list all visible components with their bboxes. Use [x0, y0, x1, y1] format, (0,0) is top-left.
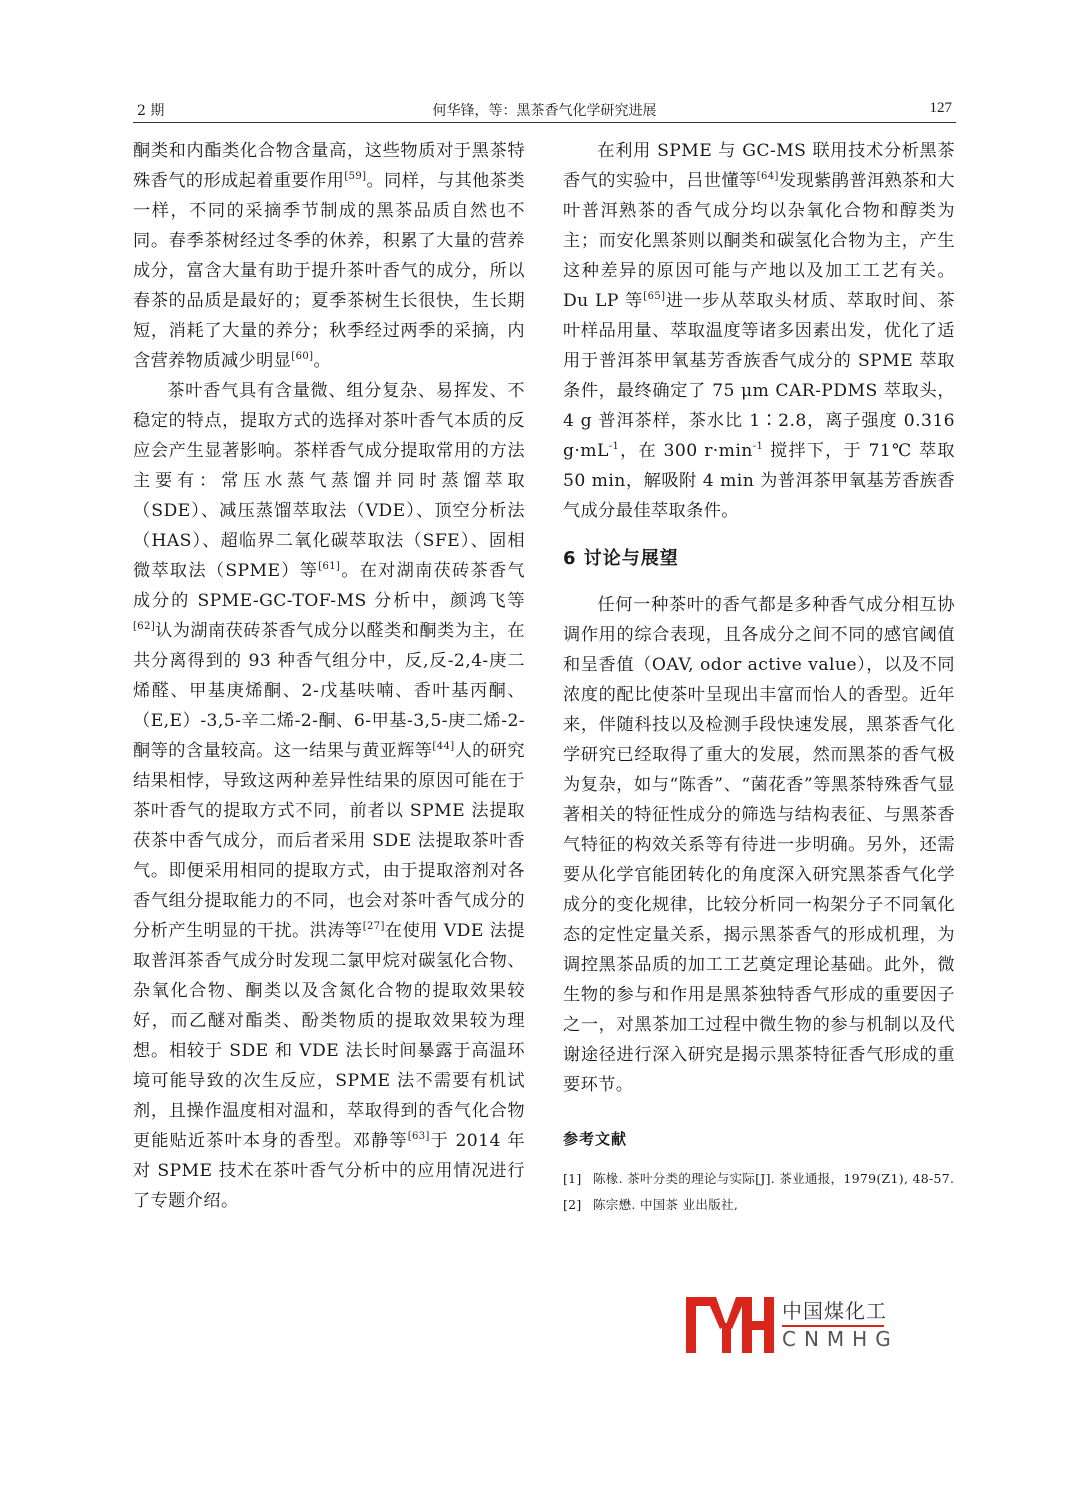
paragraph: 酮类和内酯类化合物含量高，这些物质对于黑茶特殊香气的形成起着重要作用[59]。同样，与其他茶类一样，不同的采摘季节制成的黑茶品质自然也不同。春季茶树经过冬季的休养，积累了大量的营养成分，富含大量有助于提升茶叶香气的成分，所以春茶的品质是最好的；夏季茶树生长很快，生长期短，消耗了大量的养分；秋季经过两季的采摘，内含营养物质减少明显[60]。 [133, 141, 525, 371]
section-heading: 6 讨论与展望 [563, 548, 679, 569]
running-header [133, 96, 956, 123]
logo-text-en: CNMHG [782, 1327, 899, 1351]
logo-text-cn: 中国煤化工 [782, 1299, 887, 1323]
watermark-logo [686, 1295, 899, 1355]
citation: [60] [291, 351, 314, 362]
citation: [44] [432, 741, 455, 752]
issue-label: 2 期 [137, 103, 165, 119]
citation: [61] [318, 561, 341, 572]
paragraph: 茶叶香气具有含量微、组分复杂、易挥发、不稳定的特点，提取方式的选择对茶叶香气本质的反应会产生显著影响。茶样香气成分提取常用的方法主要有：常压水蒸气蒸馏并同时蒸馏萃取（SDE）、减压蒸馏萃取法（VDE）、顶空分析法（HAS）、超临界二氧化碳萃取法（SFE）、固相微萃取法（SPME）等[61]。在对湖南茯砖茶香气成分的 SPME-GC-TOF-MS 分析中，颜鸿飞等[62]认为湖南茯砖茶香气成分以醛类和酮类为主，在共分离得到的 93 种香气组分中，反,反-2,4-庚二烯醛、甲基庚烯酮、2-戊基呋喃、香叶基丙酮、（E,E）-3,5-辛二烯-2-酮、6-甲基-3,5-庚二烯-2-酮等的含量较高。这一结果与黄亚辉等[44]人的研究结果相悖，导致这两种差异性结果的原因可能在于茶叶香气的提取方式不同，前者以 SPME 法提取茯茶中香气成分，而后者采用 SDE 法提取茶叶香气。即便采用相同的提取方式，由于提取溶剂对各香气组分提取能力的不同，也会对茶叶香气成分的分析产生明显的干扰。洪涛等[27]在使用 VDE 法提取普洱茶香气成分时发现二氯甲烷对碳氢化合物、杂氧化合物、酮类以及含氮化合物的提取效果较好，而乙醚对酯类、酚类物质的提取效果较为理想。相较于 SDE 和 VDE 法长时间暴露于高温环境可能导致的次生反应，SPME 法不需要有机试剂，且操作温度相对温和，萃取得到的香气化合物更能贴近茶叶本身的香型。邓静等[63]于 2014 年对 SPME 技术在茶叶香气分析中的应用情况进行了专题介绍。 [133, 381, 525, 1211]
reference-item: [2] 陈宗懋. 中国茶 业出版社, [563, 1197, 739, 1212]
page-number: 127 [929, 100, 952, 116]
superscript: -1 [752, 441, 764, 452]
left-column [133, 136, 525, 1216]
reference-item: [1] 陈椽. 茶叶分类的理论与实际[J]. 茶业通报，1979(Z1), 48-57. [563, 1171, 955, 1186]
citation: [27] [362, 921, 385, 932]
citation: [63] [407, 1131, 430, 1142]
right-column [563, 136, 955, 1218]
citation: [65] [643, 291, 666, 302]
running-title: 何华锋，等：黑茶香气化学研究进展 [432, 103, 657, 119]
paragraph: 任何一种茶叶的香气都是多种香气成分相互协调作用的综合表现，且各成分之间不同的感官阈值和呈香值（OAV, odor active value），以及不同浓度的配比使茶叶呈现出丰富而怡人的香型。近年来，伴随科技以及检测手段快速发展，黑茶香气化学研究已经取得了重大的发展，然而黑茶的香气极为复杂，如与“陈香”、“菌花香”等黑茶特殊香气显著相关的特征性成分的筛选与结构表征、与黑茶香气特征的构效关系等有待进一步明确。另外，还需要从化学官能团转化的角度深入研究黑茶香气化学成分的变化规律，比较分析同一构架分子不同氧化态的定性定量关系，揭示黑茶香气的形成机理，为调控黑茶品质的加工工艺奠定理论基础。此外，微生物的参与和作用是黑茶独特香气形成的重要因子之一，对黑茶加工过程中微生物的参与机制以及代谢途径进行深入研究是揭示黑茶特征香气形成的重要环节。 [563, 595, 955, 1095]
citation: [62] [133, 621, 156, 632]
paragraph: 在利用 SPME 与 GC-MS 联用技术分析黑茶香气的实验中，吕世懂等[64]发现紫鹃普洱熟茶和大叶普洱熟茶的香气成分均以杂氧化合物和醇类为主；而安化黑茶则以酮类和碳氢化合物为主，产生这种差异的原因可能与产地以及加工工艺有关。Du LP 等[65]进一步从萃取头材质、萃取时间、茶叶样品用量、萃取温度等诸多因素出发，优化了适用于普洱茶甲氧基芳香族香气成分的 SPME 萃取条件，最终确定了 75 μm CAR-PDMS 萃取头，4 g 普洱茶样，茶水比 1∶2.8，离子强度 0.316 $g\cdot mL^{-1}$，在 300 $r\cdot\min^{-1}$ 搅拌下，于 71℃ 萃取 50 min，解吸附 4 min 为普洱茶甲氧基芳香族香气成分最佳萃取条件。 [563, 141, 955, 521]
references-heading: 参考文献 [563, 1130, 628, 1148]
citation: [64] [756, 171, 779, 182]
mh-logo-icon [686, 1295, 776, 1355]
superscript: -1 [608, 441, 620, 452]
citation: [59] [344, 171, 367, 182]
